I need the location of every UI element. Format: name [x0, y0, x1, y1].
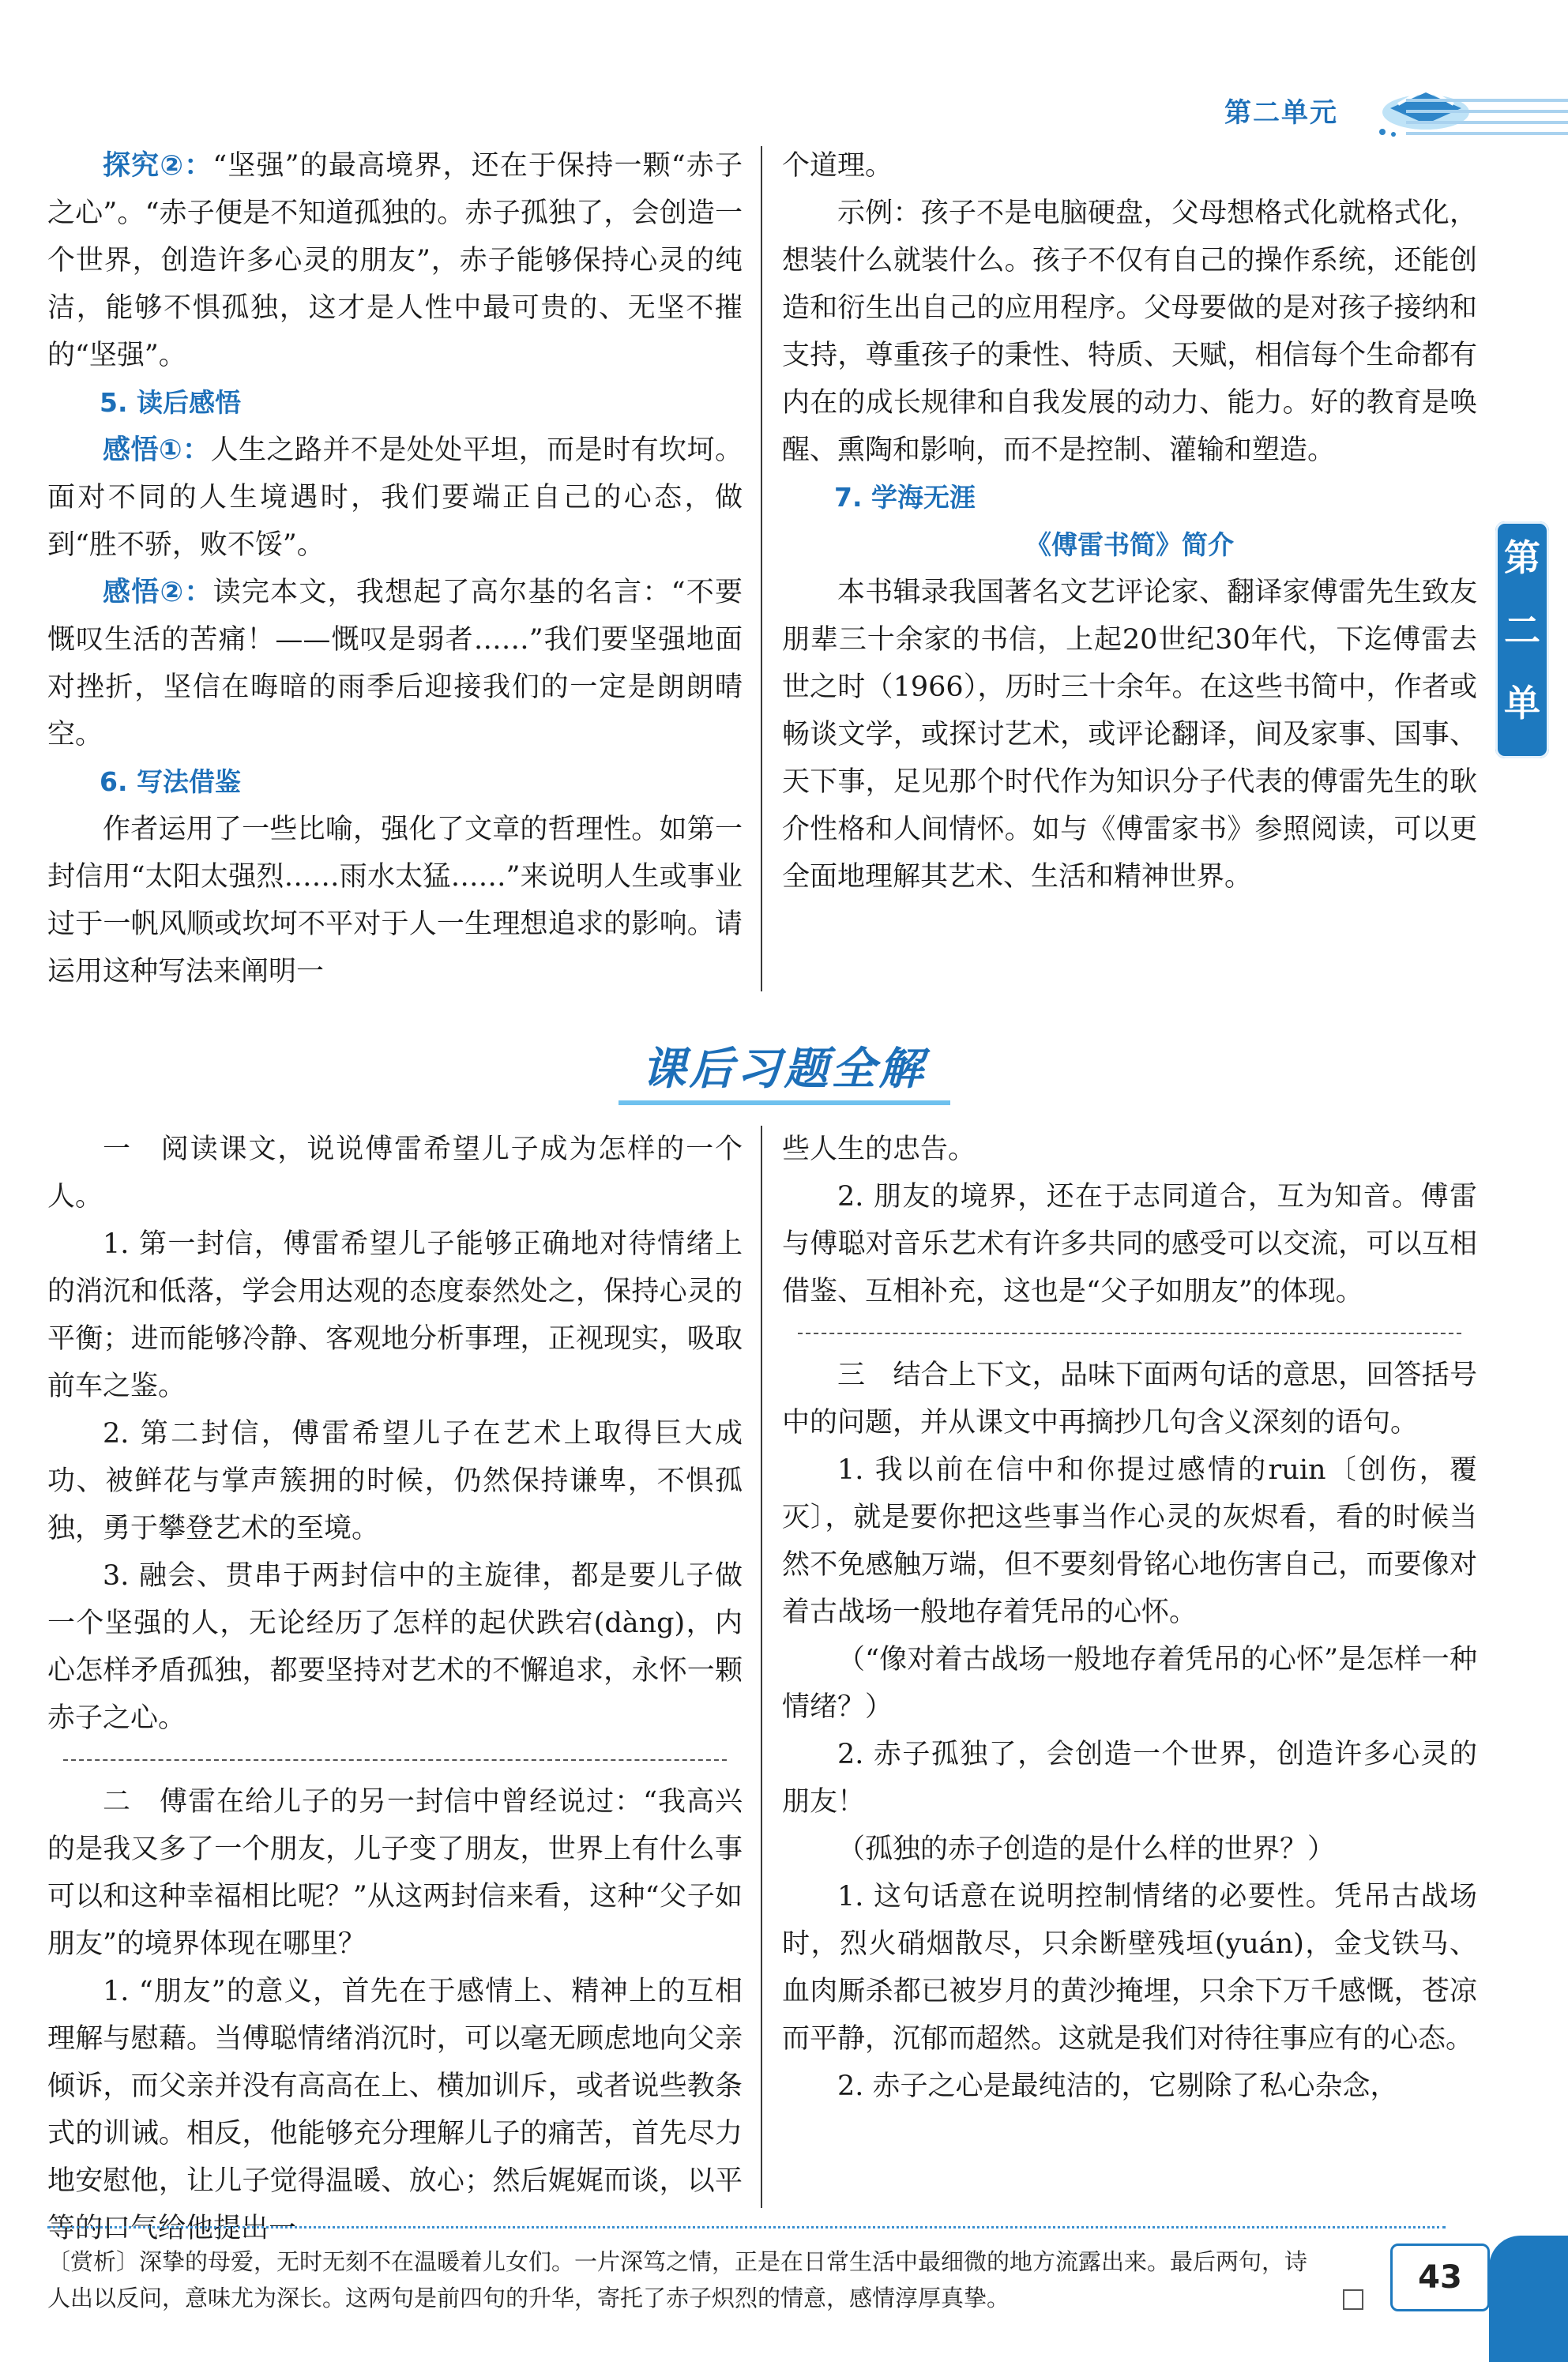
- insight1-paragraph: [47, 427, 743, 569]
- footer-note: [47, 2244, 1327, 2316]
- top-left-column: [47, 142, 743, 995]
- insight1-text: 人生之路并不是处处平坦，而是时有坎坷。面对不同的人生境遇时，我们要端正自己的心态，做到“胜不骄，败不馁”。: [47, 434, 743, 561]
- explore2-text: “坚强”的最高境界，还在于保持一颗“赤子之心”。“赤子便是不知道孤独的。赤子孤独了，会创造一个世界，创造许多心灵的朋友”，赤子能够保持心灵的纯洁，能够不惧孤独，这才是人性中最可贵的、无坚不摧的“坚强”。: [47, 150, 743, 371]
- q1-answer-3: 3. 融会、贯串于两封信中的主旋律，都是要儿子做一个坚强的人，无论经历了怎样的起伏跌宕(dàng)，内心怎样矛盾孤独，都要坚持对艺术的不懈追求，永怀一颗赤子之心。: [47, 1560, 743, 1734]
- question-2: 二 傅雷在给儿子的另一封信中曾经说过：“我高兴的是我又多了一个朋友，儿子变了朋友，世界上有什么事可以和这种幸福相比呢？”从这两封信来看，这种“父子如朋友”的境界体现在哪里？: [47, 1786, 743, 1960]
- insight2-paragraph: [47, 569, 743, 758]
- unit-side-tab: [1495, 521, 1549, 797]
- exercise-section-title: [0, 1031, 1568, 1105]
- question-1: 一 阅读课文，说说傅雷希望儿子成为怎样的一个人。: [47, 1134, 743, 1213]
- q2-answer-1: 1. “朋友”的意义，首先在于感情上、精神上的互相理解与慰藉。当傅聪情绪消沉时，可以毫无顾虑地向父亲倾诉，而父亲并没有高高在上、横加训斥，或者说些教条式的训诫。相反，他能够充分理解儿子的痛苦，首先尽力地安慰他，让儿子觉得温暖、放心；然后娓娓而谈，以平等的口气给他提出一: [47, 1976, 743, 2244]
- q3-sentence-1-question: （“像对着古战场一般地存着凭吊的心怀”是怎样一种情绪？）: [782, 1644, 1477, 1723]
- q1-answer-1: 1. 第一封信，傅雷希望儿子能够正确地对待情绪上的消沉和低落，学会用达观的态度泰然处之，保持心灵的平衡；进而能够冷静、客观地分析事理，正视现实，吸取前车之鉴。: [47, 1228, 743, 1402]
- continuation-text: 个道理。: [782, 150, 893, 182]
- dashed-separator: [798, 1333, 1461, 1334]
- book-intro-paragraph: 本书辑录我国著名文艺评论家、翻译家傅雷先生致友朋辈三十余家的书信，上起20世纪30年代，下迄傅雷去世之时（1966），历时三十余年。在这些书简中，作者或畅谈文学，或探讨艺术，或评论翻译，间及家事、国事、天下事，足见那个时代作为知识分子代表的傅雷先生的耿介性格和人间情怀。如与《傅雷家书》参照阅读，可以更全面地理解其艺术、生活和精神世界。: [782, 577, 1477, 893]
- question-3: 三 结合上下文，品味下面两句话的意思，回答括号中的问题，并从课文中再摘抄几句含义深刻的语句。: [782, 1360, 1477, 1439]
- section-5-heading: 5. 读后感悟: [100, 387, 241, 418]
- q1-answer-2: 2. 第二封信，傅雷希望儿子在艺术上取得巨大成功、被鲜花与掌声簇拥的时候，仍然保持谦卑，不惧孤独，勇于攀登艺术的至境。: [47, 1418, 743, 1544]
- side-tab-char: 元: [1504, 754, 1540, 797]
- side-tab-char: 第: [1504, 536, 1540, 579]
- checkbox-icon: [1343, 2289, 1363, 2310]
- unit-header: 第二单元: [1224, 97, 1338, 129]
- example-paragraph: 示例：孩子不是电脑硬盘，父母想格式化就格式化，想装什么就装什么。孩子不仅有自己的操作系统，还能创造和衍生出自己的应用程序。父母要做的是对孩子接纳和支持，尊重孩子的秉性、特质、天赋，相信每个生命都有内在的成长规律和自我发展的动力、能力。好的教育是唤醒、熏陶和影响，而不是控制、灌输和塑造。: [782, 197, 1477, 466]
- q3-sentence-2: 2. 赤子孤独了，会创造一个世界，创造许多心灵的朋友！: [782, 1739, 1477, 1818]
- footer-dotted-line: [47, 2226, 1446, 2228]
- bottom-left-column: [47, 1126, 743, 2252]
- q3-sentence-1: 1. 我以前在信中和你提过感情的ruin〔创伤，覆灭〕，就是要你把这些事当作心灵的灰烬看，看的时候当然不免感触万端，但不要刻骨铭心地伤害自己，而要像对着古战场一般地存着凭吊的心怀。: [782, 1454, 1477, 1628]
- q3-sentence-2-question: （孤独的赤子创造的是什么样的世界？）: [837, 1834, 1336, 1865]
- top-right-column: [782, 142, 1477, 901]
- insight2-text: 读完本文，我想起了高尔基的名言：“不要慨叹生活的苦痛！——慨叹是弱者……”我们要坚强地面对挫折，坚信在晦暗的雨季后迎接我们的一定是朗朗晴空。: [47, 577, 743, 750]
- column-divider: [761, 146, 762, 991]
- section-title-text: 课后习题全解: [619, 1031, 950, 1105]
- page-corner-decoration: [1489, 2236, 1568, 2362]
- side-tab-char: 二: [1504, 609, 1540, 652]
- writing-paragraph: 作者运用了一些比喻，强化了文章的哲理性。如第一封信用“太阳太强烈……雨水太猛……”来说明人生或事业过于一帆风顺或坎坷不平对于人一生理想追求的影响。请运用这种写法来阐明一: [47, 814, 743, 987]
- section-7-heading: 7. 学海无涯: [834, 482, 976, 513]
- section-6-heading: 6. 写法借鉴: [100, 766, 241, 797]
- dashed-separator: [63, 1759, 727, 1761]
- bottom-right-column: [782, 1126, 1477, 2110]
- explore2-label: 探究②：: [103, 150, 213, 182]
- q2-answer-1-continued: 些人生的忠告。: [782, 1134, 976, 1165]
- footer-note-label: 〔赏析〕: [47, 2248, 140, 2275]
- page-number: 43: [1390, 2244, 1490, 2311]
- book-intro-title: 《傅雷书简》简介: [1025, 529, 1234, 560]
- side-tab-char: 单: [1504, 682, 1540, 724]
- column-divider: [761, 1126, 762, 2208]
- explore2-paragraph: [47, 142, 743, 379]
- q3-answer-2: 2. 赤子之心是最纯洁的，它剔除了私心杂念，: [837, 2071, 1398, 2102]
- insight1-label: 感悟①：: [103, 434, 211, 466]
- q3-answer-1: 1. 这句话意在说明控制情绪的必要性。凭吊古战场时，烈火硝烟散尽，只余断壁残垣(yuán)，金戈铁马、血肉厮杀都已被岁月的黄沙掩埋，只余下万千感慨，苍凉而平静，沉郁而超然。这就是我们对待往事应有的心态。: [782, 1881, 1477, 2055]
- footer-note-text: 深挚的母爱，无时无刻不在温暖着儿女们。一片深笃之情，正是在日常生活中最细微的地方流露出来。最后两句，诗人出以反问，意味尤为深长。这两句是前四句的升华，寄托了赤子炽烈的情意，感情淳厚真挚。: [47, 2248, 1308, 2311]
- q2-answer-2: 2. 朋友的境界，还在于志同道合，互为知音。傅雷与傅聪对音乐艺术有许多共同的感受可以交流，可以互相借鉴、互相补充，这也是“父子如朋友”的体现。: [782, 1181, 1477, 1307]
- insight2-label: 感悟②：: [103, 577, 213, 608]
